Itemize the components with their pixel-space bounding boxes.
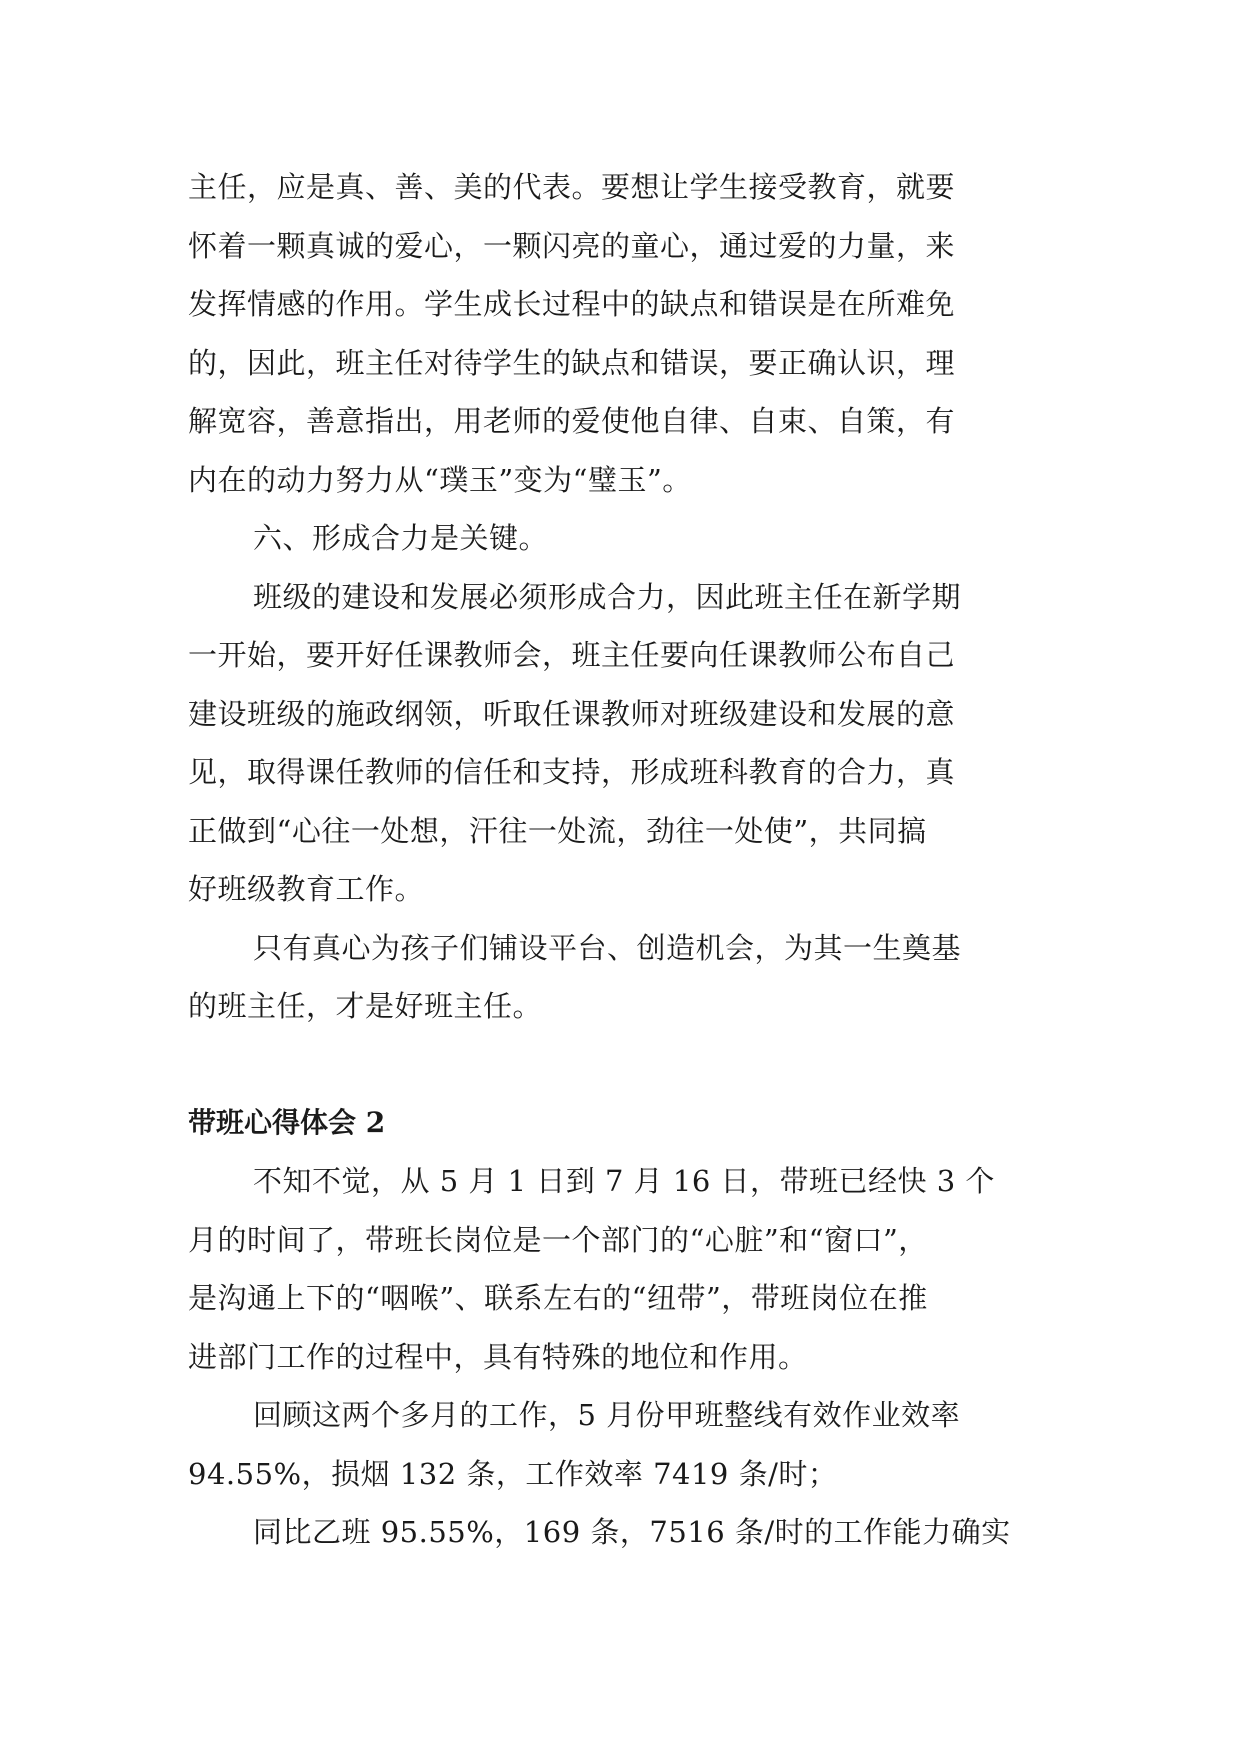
text-line: 94.55%，损烟 132 条，工作效率 7419 条/时； (188, 1456, 838, 1491)
paragraph-7 (188, 1503, 1058, 1562)
text-line: 的班主任，才是好班主任。 (188, 989, 543, 1023)
text-line: 发挥情感的作用。学生成长过程中的缺点和错误是在所难免 (188, 287, 956, 321)
text-line: 月的时间了，带班长岗位是一个部门的“心脏”和“窗口”， (188, 1222, 928, 1257)
text-line: 不知不觉，从 5 月 1 日到 7 月 16 日，带班已经快 3 个 (253, 1164, 995, 1198)
paragraph-3 (188, 568, 1058, 919)
text-line: 见，取得课任教师的信任和支持，形成班科教育的合力，真 (188, 755, 956, 789)
section-heading: 带班心得体会 2 (188, 1105, 386, 1139)
text-line: 只有真心为孩子们铺设平台、创造机会，为其一生奠基 (253, 930, 962, 965)
text-line: 一开始，要开好任课教师会，班主任要向任课教师公布自己 (188, 638, 956, 672)
text-line: 建设班级的施政纲领，听取任课教师对班级建设和发展的意 (188, 696, 956, 731)
text-line: 正做到“心往一处想，汗往一处流，劲往一处使”，共同搞 (188, 813, 927, 848)
text-line: 班级的建设和发展必须形成合力，因此班主任在新学期 (253, 579, 962, 614)
text-line: 进部门工作的过程中，具有特殊的地位和作用。 (188, 1339, 808, 1374)
text-line: 是沟通上下的“咽喉”、联系左右的“纽带”，带班岗位在推 (188, 1281, 928, 1315)
text-line: 好班级教育工作。 (188, 872, 425, 906)
paragraph-6 (188, 1386, 1058, 1503)
text-line: 同比乙班 95.55%，169 条，7516 条/时的工作能力确实 (253, 1515, 1011, 1549)
text-line: 内在的动力努力从“璞玉”变为“璧玉”。 (188, 462, 692, 497)
paragraph-4 (188, 919, 1058, 1036)
text-line: 解宽容，善意指出，用老师的爱使他自律、自束、自策，有 (188, 404, 956, 438)
text-line: 主任，应是真、善、美的代表。要想让学生接受教育，就要 (188, 170, 956, 204)
paragraph-5 (188, 1152, 1058, 1386)
document-body (188, 158, 1058, 1562)
paragraph-2-subheading (188, 509, 1058, 568)
text-line: 的，因此，班主任对待学生的缺点和错误，要正确认识，理 (188, 345, 956, 380)
text-line: 怀着一颗真诚的爱心，一颗闪亮的童心，通过爱的力量，来 (188, 228, 956, 263)
paragraph-1 (188, 158, 1058, 509)
text-line: 回顾这两个多月的工作，5 月份甲班整线有效作业效率 (253, 1398, 961, 1432)
text-line: 六、形成合力是关键。 (253, 521, 549, 555)
